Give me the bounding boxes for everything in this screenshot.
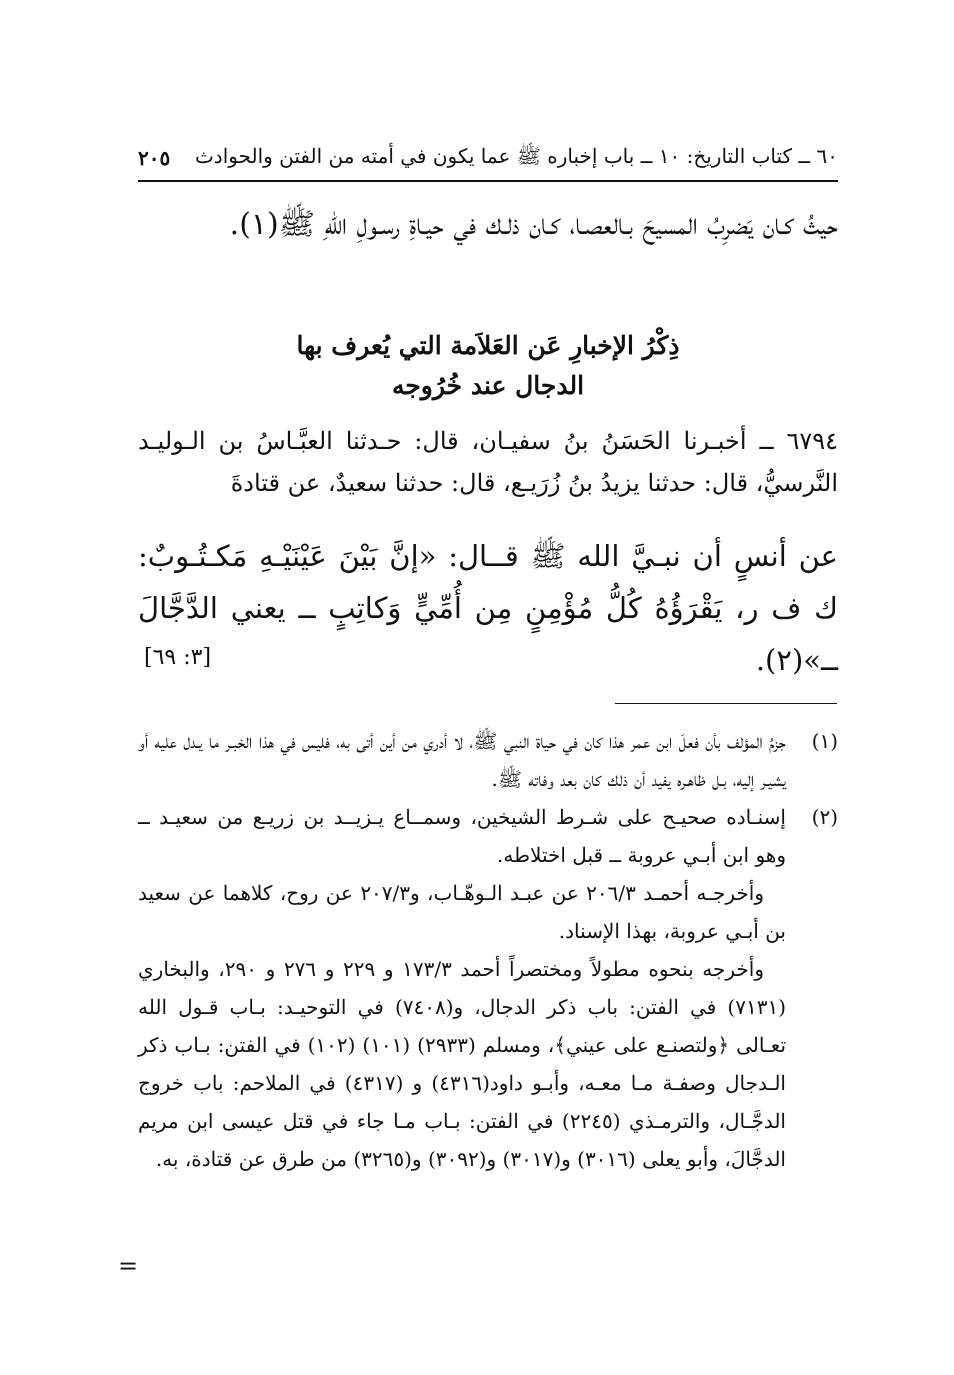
header-rule <box>138 180 838 182</box>
section-heading-line1: ذِكْرُ الإخبارِ عَن العَلاَمة التي يُعرف بها <box>296 331 680 360</box>
continuation-paragraph: حيثُ كـان يَضرِبُ المسيحَ بـالعصـا، كـان ذلـك في حيـاةِ رسـولِ اللّهِ ﷺ(١). <box>229 207 838 242</box>
footnotes <box>138 722 838 1178</box>
running-header <box>138 140 838 176</box>
footnote-2-paragraph: وأخرجـه أحمـد ٢٠٦/٣ عن عبـد الـوهّـاب، و٢٠٧/٣ عن روح، كلاهما عن سعيد بن أبـي عروبة، بهذا الإسناد. <box>138 881 786 943</box>
hadith-isnad: ٦٧٩٤ ــ أخبـرنا الحَسَنُ بنُ سفيـان، قال: حـدثنا العبَّـاسُ بن الـوليـد النَّرسيُّ، قال: حدثنا يزيدُ بنُ زُرَيـع، قال: حدثنا سعيدٌ، عن قتادةَ <box>138 427 838 497</box>
footnote-2-paragraph: وأخرجه بنحوه مطولاً ومختصراً أحمد ١٧٣/٣ و ٢٢٩ و ٢٧٦ و ٢٩٠، والبخاري (٧١٣١) في الفتن: باب ذكر الدجال، و(٧٤٠٨) في التوحيـد: بـاب قـول الله تعـالى ﴿ولتصنـع على عيني﴾، ومسلم (٢٩٣٣) (١٠١) (١٠٢) في الفتن: بـاب ذكر الـدجال وصفـة مـا معـه، وأبـو داود(٤٣١٦) و (٤٣١٧) في الملاحم: باب خروج الدجَّـال، والترمـذي (٢٢٤٥) في الفتن: بـاب مـا جاء في قتل عيسى ابن مريم الدجَّالَ، وأبو يعلى (٣٠١٦) و(٣٠١٧) و(٣٠٩٢) و(٣٢٦٥) من طرق عن قتادة، به. <box>138 957 787 1171</box>
page-number: ٢٠٥ <box>138 146 171 170</box>
header-title: ٦٠ ــ كتاب التاريخ: ١٠ ــ باب إخباره ﷺ عما يكون في أمته من الفتن والحوادث <box>194 143 838 168</box>
continuation-mark: = <box>118 1252 139 1280</box>
footnote-2 <box>138 798 838 874</box>
hadith-matn: عن أنسٍ أن نبـيَّ الله ﷺ قــال: «إنَّ بَيْنَ عَيْنَيْـهِ مَكـتُـوبٌ: ك ف ر، يَقْرَؤُهُ كُلُّ مُؤْمِنٍ مِن أُمِّيٍّ وَكاتِبٍ ــ يعني الدَّجَّالَ ــ»(٢). <box>138 539 838 677</box>
footnote-number: (٢) <box>811 805 838 829</box>
footnote-number: (١) <box>811 729 838 753</box>
hadith-reference: [٣: ٦٩] <box>144 645 212 670</box>
footnote-1 <box>138 722 838 798</box>
footnote-text: جزمُ المؤلف بأن فعلَ ابن عمر هذا كان في حياة النبي ﷺ، لا أدري من أين أتى به، فليس في هذا الخبـر ما يـدل عليه أو يشيـر إليه، بـل ظاهـره يفيد أن ذلك كان بعد وفاته ﷺ. <box>138 729 786 791</box>
footnote-text: إسنـاده صحيـح على شـرط الشيخين، وسمــاع يـزيــد بن زريـع من سعيـد ــ وهو ابن أبـي عروبة ــ قبل اختلاطه. <box>138 805 786 867</box>
footnote-rule <box>615 703 837 704</box>
section-heading-line2: الدجال عند خُرُوجه <box>391 371 585 400</box>
